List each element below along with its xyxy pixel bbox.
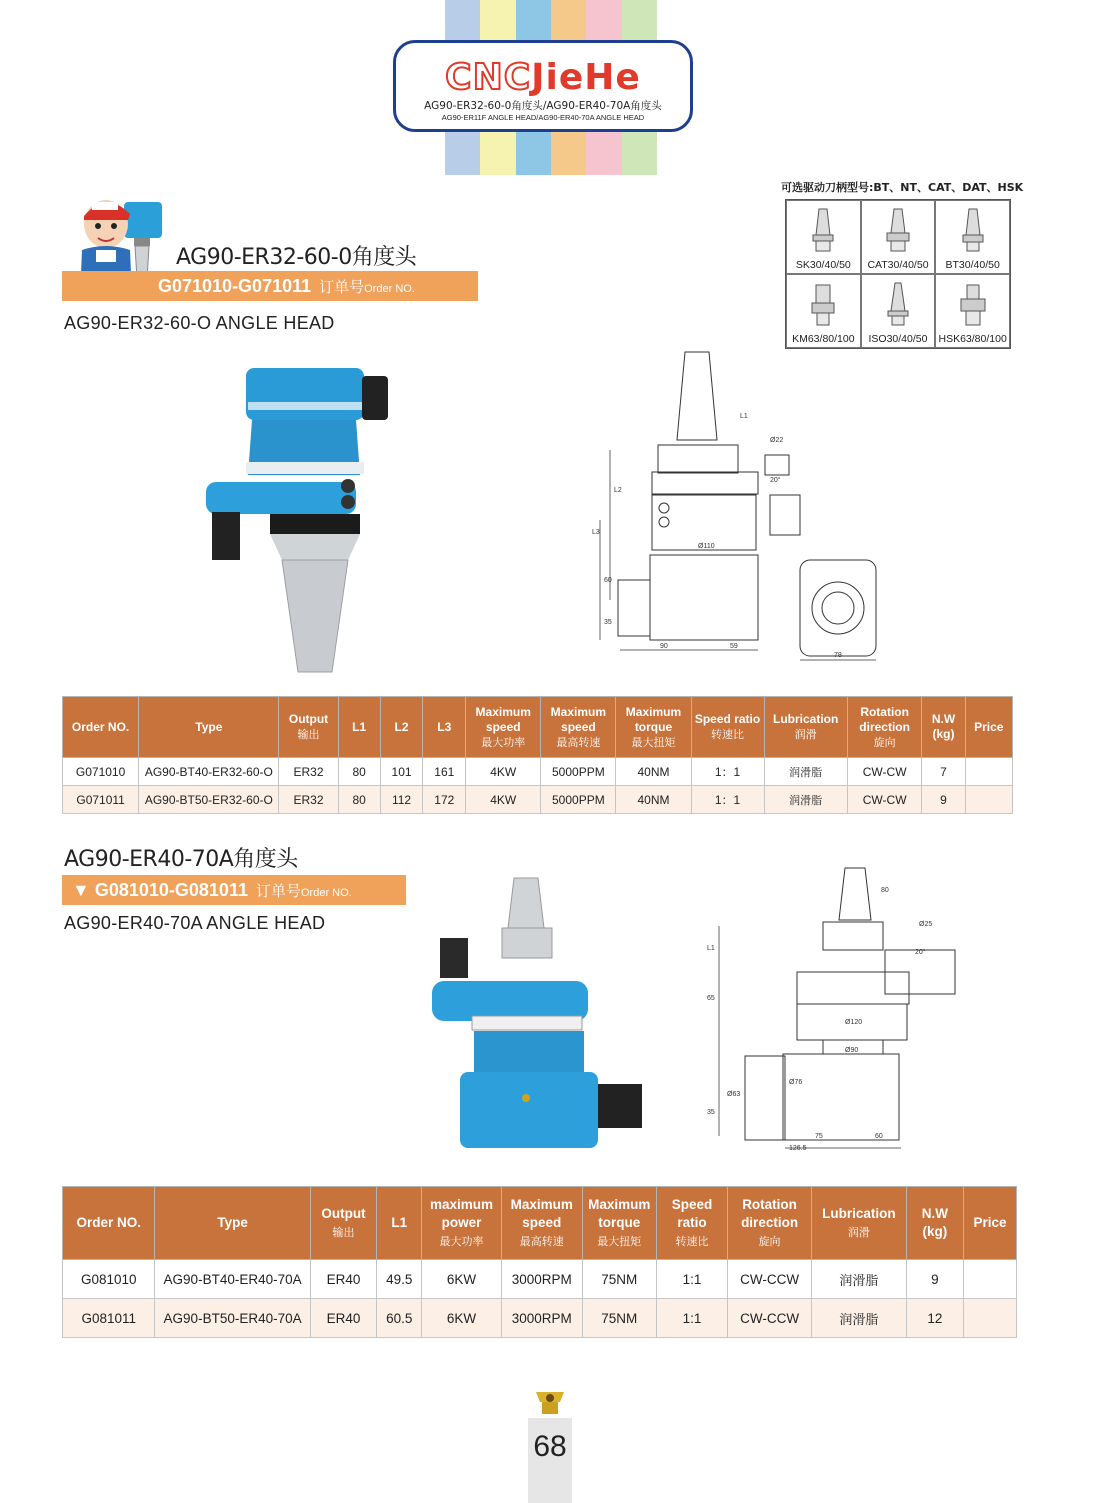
cell: 1：1 bbox=[691, 786, 764, 814]
section2-spec-table bbox=[62, 1186, 1017, 1338]
drawing-label: 35 bbox=[707, 1109, 715, 1116]
holder-label: HSK63/80/100 bbox=[938, 333, 1007, 345]
cell: 101 bbox=[380, 758, 423, 786]
drawing-label: Ø76 bbox=[789, 1079, 803, 1086]
brand-jiehe: JieHe bbox=[531, 57, 641, 98]
toolholder-icon bbox=[958, 207, 988, 253]
drawing-label: Ø110 bbox=[698, 543, 715, 550]
section2-order-bar bbox=[62, 875, 406, 905]
cell: G071011 bbox=[63, 786, 139, 814]
page-number: 68 bbox=[533, 1430, 567, 1463]
holder-types-grid bbox=[785, 199, 1011, 349]
cell: AG90-BT40-ER32-60-O bbox=[139, 758, 279, 786]
drawing-label: L3 bbox=[592, 529, 600, 536]
cell: 12 bbox=[906, 1299, 963, 1338]
cell: AG90-BT50-ER40-70A bbox=[155, 1299, 310, 1338]
col-l1: L1 bbox=[338, 697, 380, 758]
toolholder-icon bbox=[808, 207, 838, 253]
cell bbox=[965, 786, 1012, 814]
col-max-speed: Maximum speed 最高转速 bbox=[541, 697, 616, 758]
col-price: Price bbox=[964, 1187, 1017, 1260]
cell bbox=[965, 758, 1012, 786]
header-subtitle-cn: AG90-ER32-60-0角度头/AG90-ER40-70A角度头 bbox=[424, 100, 662, 112]
cell: CW-CW bbox=[847, 786, 922, 814]
col-l1: L1 bbox=[377, 1187, 422, 1260]
product1-technical-drawing bbox=[580, 350, 880, 670]
drawing-label: 60 bbox=[875, 1133, 883, 1140]
col-max-power: Maximum speed 最大功率 bbox=[466, 697, 541, 758]
drawing-label: 126.5 bbox=[789, 1145, 807, 1152]
cell: CW-CCW bbox=[728, 1299, 812, 1338]
cell: 1:1 bbox=[656, 1299, 727, 1338]
cell: 3000RPM bbox=[501, 1260, 582, 1299]
cell: 161 bbox=[423, 758, 466, 786]
brand-cnc: CNC bbox=[445, 57, 532, 98]
col-max-power: maximum power 最大功率 bbox=[422, 1187, 501, 1260]
cell: 7 bbox=[922, 758, 965, 786]
cell: 80 bbox=[338, 758, 380, 786]
col-max-torque: Maximum torque 最大扭矩 bbox=[582, 1187, 656, 1260]
holder-cell bbox=[786, 200, 861, 274]
drawing-label: 80 bbox=[881, 887, 889, 894]
cell: 172 bbox=[423, 786, 466, 814]
drawing-label: L1 bbox=[707, 945, 715, 952]
cell: 6KW bbox=[422, 1299, 501, 1338]
brand-name bbox=[396, 57, 690, 98]
product1-photo bbox=[200, 362, 400, 682]
section1-title: AG90-ER32-60-0角度头 bbox=[176, 245, 417, 270]
cell: ER32 bbox=[279, 786, 338, 814]
drawing-label: 59 bbox=[730, 643, 738, 650]
holder-cell bbox=[935, 200, 1010, 274]
cell: 润滑脂 bbox=[764, 758, 847, 786]
cell bbox=[964, 1299, 1017, 1338]
drawing-label: 90 bbox=[660, 643, 668, 650]
table-row bbox=[63, 1299, 1017, 1338]
section2-order-code: G081010-G081011 bbox=[94, 880, 248, 900]
header-subtitle-en: AG90-ER11F ANGLE HEAD/AG90-ER40-70A ANGLE HEAD bbox=[441, 113, 645, 122]
cell: 润滑脂 bbox=[764, 786, 847, 814]
toolholder-icon bbox=[958, 281, 988, 327]
cell bbox=[964, 1260, 1017, 1299]
cell: 80 bbox=[338, 786, 380, 814]
col-max-torque: Maximum torque 最大扭矩 bbox=[616, 697, 691, 758]
cell: 1：1 bbox=[691, 758, 764, 786]
cell: 1:1 bbox=[656, 1260, 727, 1299]
holder-types-title: 可选驱动刀柄型号:BT、NT、CAT、DAT、HSK bbox=[781, 181, 1024, 194]
cell: 4KW bbox=[466, 786, 541, 814]
order-no-cn: 订单号 bbox=[319, 279, 365, 296]
order-no-en: Order NO. bbox=[301, 887, 352, 899]
cell: 4KW bbox=[466, 758, 541, 786]
holder-label: SK30/40/50 bbox=[795, 259, 851, 271]
col-lubrication: Lubrication 润滑 bbox=[764, 697, 847, 758]
cell: 60.5 bbox=[377, 1299, 422, 1338]
triangle-down-icon: ▼ bbox=[72, 880, 90, 900]
col-max-speed: Maximum speed 最高转速 bbox=[501, 1187, 582, 1260]
col-type: Type bbox=[139, 697, 279, 758]
col-output: Output 输出 bbox=[310, 1187, 377, 1260]
drawing-label: Ø63 bbox=[727, 1091, 741, 1098]
col-l2: L2 bbox=[380, 697, 423, 758]
col-type: Type bbox=[155, 1187, 310, 1260]
holder-label: CAT30/40/50 bbox=[867, 259, 929, 271]
order-no-label bbox=[319, 279, 415, 296]
toolholder-icon bbox=[883, 207, 913, 253]
order-no-label bbox=[256, 883, 352, 900]
drawing-label: L1 bbox=[740, 413, 748, 420]
order-no-cn: 订单号 bbox=[255, 883, 301, 900]
order-no-en: Order NO. bbox=[364, 283, 415, 295]
cell: 9 bbox=[906, 1260, 963, 1299]
cell: 49.5 bbox=[377, 1260, 422, 1299]
toolholder-icon bbox=[883, 281, 913, 327]
cell: 3000RPM bbox=[501, 1299, 582, 1338]
col-speed-ratio: Speed ratio 转速比 bbox=[691, 697, 764, 758]
holder-label: KM63/80/100 bbox=[792, 333, 855, 345]
section1-order-code: G071010-G071011 bbox=[158, 276, 312, 296]
col-rotation: Rotation direction 旋向 bbox=[847, 697, 922, 758]
drawing-label: 75 bbox=[815, 1133, 823, 1140]
product2-technical-drawing bbox=[705, 866, 965, 1156]
section1-order-bar bbox=[62, 271, 478, 301]
drawing-label: 65 bbox=[707, 995, 715, 1002]
col-output: Output 输出 bbox=[279, 697, 338, 758]
col-lubrication: Lubrication 润滑 bbox=[812, 1187, 907, 1260]
table-header-row bbox=[63, 697, 1013, 758]
cell: CW-CW bbox=[847, 758, 922, 786]
col-weight: N.W (kg) bbox=[922, 697, 965, 758]
drawing-label: Ø120 bbox=[845, 1019, 863, 1026]
col-order-no: Order NO. bbox=[63, 1187, 155, 1260]
product2-photo bbox=[422, 876, 662, 1151]
drawing-label: 35 bbox=[604, 619, 612, 626]
col-weight: N.W (kg) bbox=[906, 1187, 963, 1260]
table-row bbox=[63, 1260, 1017, 1299]
cell: 112 bbox=[380, 786, 423, 814]
cell: 40NM bbox=[616, 786, 691, 814]
brand-logo bbox=[393, 40, 693, 132]
col-price: Price bbox=[965, 697, 1012, 758]
cell: 润滑脂 bbox=[812, 1260, 907, 1299]
holder-cell bbox=[861, 274, 936, 348]
cell: 75NM bbox=[582, 1260, 656, 1299]
drawing-label: 20° bbox=[770, 477, 781, 484]
holder-cell bbox=[786, 274, 861, 348]
toolholder-icon bbox=[808, 281, 838, 327]
col-l3: L3 bbox=[423, 697, 466, 758]
drawing-label: Ø90 bbox=[845, 1047, 859, 1054]
cell: AG90-BT50-ER32-60-O bbox=[139, 786, 279, 814]
cell: G081010 bbox=[63, 1260, 155, 1299]
drawing-label: Ø22 bbox=[770, 437, 784, 444]
cell: 6KW bbox=[422, 1260, 501, 1299]
cell: 5000PPM bbox=[541, 758, 616, 786]
section2-title: AG90-ER40-70A角度头 bbox=[64, 847, 298, 872]
drawing-label: Ø25 bbox=[919, 921, 933, 928]
drawing-label: 60 bbox=[604, 577, 612, 584]
drawing-label: 78 bbox=[834, 652, 842, 659]
cell: CW-CCW bbox=[728, 1260, 812, 1299]
cell: G071010 bbox=[63, 758, 139, 786]
cell: 9 bbox=[922, 786, 965, 814]
col-speed-ratio: Speed ratio 转速比 bbox=[656, 1187, 727, 1260]
drawing-label: L2 bbox=[614, 487, 622, 494]
holder-label: BT30/40/50 bbox=[945, 259, 1000, 271]
cell: ER40 bbox=[310, 1260, 377, 1299]
holder-label: ISO30/40/50 bbox=[868, 333, 928, 345]
cell: G081011 bbox=[63, 1299, 155, 1338]
holder-cell bbox=[861, 200, 936, 274]
holder-cell bbox=[935, 274, 1010, 348]
cell: AG90-BT40-ER40-70A bbox=[155, 1260, 310, 1299]
cell: 润滑脂 bbox=[812, 1299, 907, 1338]
cell: 75NM bbox=[582, 1299, 656, 1338]
drawing-label: 20° bbox=[915, 949, 926, 956]
cell: ER40 bbox=[310, 1299, 377, 1338]
cell: 40NM bbox=[616, 758, 691, 786]
section1-subtitle: AG90-ER32-60-O ANGLE HEAD bbox=[64, 313, 335, 333]
cell: 5000PPM bbox=[541, 786, 616, 814]
table-header-row bbox=[63, 1187, 1017, 1260]
section2-subtitle: AG90-ER40-70A ANGLE HEAD bbox=[64, 913, 326, 933]
table-row bbox=[63, 758, 1013, 786]
section1-spec-table bbox=[62, 696, 1013, 814]
table-row bbox=[63, 786, 1013, 814]
col-order-no: Order NO. bbox=[63, 697, 139, 758]
cell: ER32 bbox=[279, 758, 338, 786]
col-rotation: Rotation direction 旋向 bbox=[728, 1187, 812, 1260]
